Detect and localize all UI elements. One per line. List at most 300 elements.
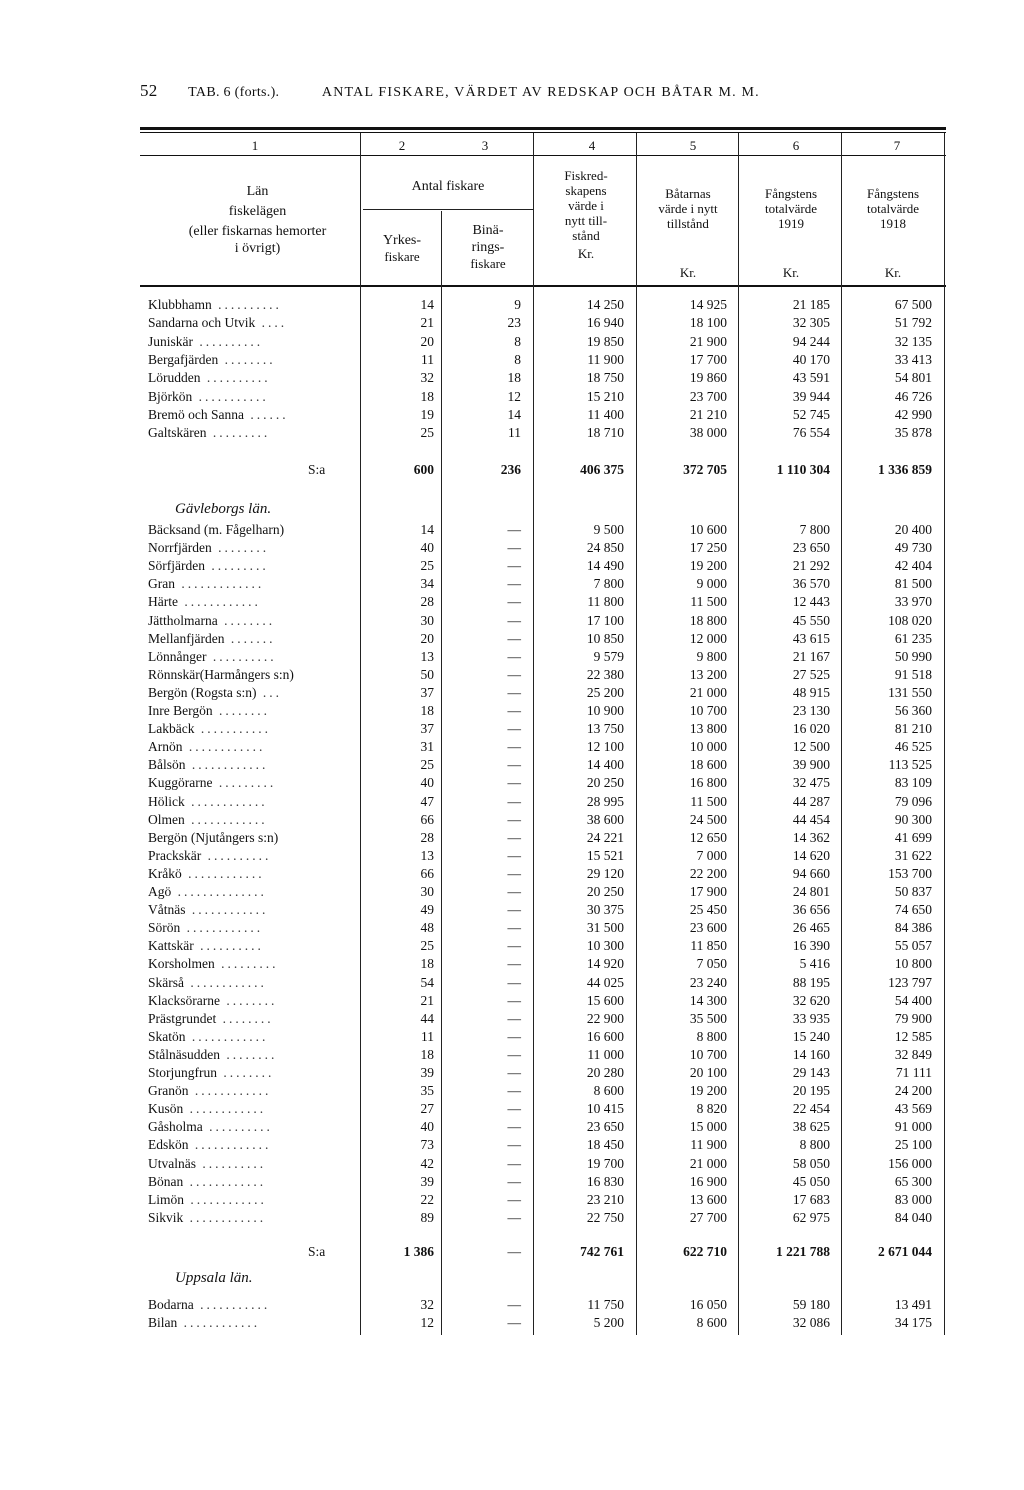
cell-c5: 9 800 xyxy=(696,648,727,664)
row-name xyxy=(148,865,265,883)
cell-c2: 37 xyxy=(420,721,434,737)
table-row xyxy=(0,738,1024,756)
cell-c3: — xyxy=(507,1173,521,1189)
row-name-text: Klubbhamn xyxy=(148,297,212,312)
leader-dots: .............. xyxy=(171,884,267,899)
leader-dots: ............ xyxy=(184,793,268,809)
cell-c4: 24 850 xyxy=(586,540,624,556)
table-row xyxy=(0,521,1024,539)
cell-c7: 32 135 xyxy=(894,333,932,349)
header-col7-unit: Kr. xyxy=(884,265,902,280)
cell-c5: 16 050 xyxy=(689,1297,727,1312)
cell-c2: 42 xyxy=(420,1155,434,1171)
cell-c4: 11 800 xyxy=(587,594,624,610)
table-row xyxy=(0,666,1024,684)
table-row xyxy=(0,1314,1024,1332)
leader-dots: ........ xyxy=(212,703,270,718)
header-col4-unit: Kr. xyxy=(577,246,595,261)
cell-c3: — xyxy=(507,684,521,700)
header-col5 xyxy=(638,186,738,280)
header-col7-line1: Fångstens xyxy=(867,186,919,201)
cell-c5: 23 700 xyxy=(689,388,727,404)
cell-c7: 71 111 xyxy=(895,1065,932,1080)
cell-c6: 48 915 xyxy=(792,684,830,700)
row-name-text: Lönnånger xyxy=(148,648,207,664)
row-name xyxy=(148,756,268,774)
row-name-text: Kusön xyxy=(148,1101,184,1117)
cell-c7: 65 300 xyxy=(894,1173,932,1189)
table-row xyxy=(0,1136,1024,1154)
cell-c7: 31 622 xyxy=(894,847,932,863)
table-row xyxy=(0,424,1024,442)
cell-c3: 11 xyxy=(508,425,521,441)
cell-c4: 16 600 xyxy=(586,1028,624,1044)
header-col3-line1: Binä- xyxy=(472,223,504,238)
row-name-text: Agö xyxy=(148,884,172,899)
cell-c5: 35 500 xyxy=(689,1010,727,1026)
cell-c7: 123 797 xyxy=(888,974,932,990)
table-row xyxy=(0,1173,1024,1191)
cell-c4: 19 850 xyxy=(586,333,624,349)
row-name xyxy=(148,314,287,332)
row-name xyxy=(148,937,264,955)
cell-c5: 23 600 xyxy=(689,920,727,936)
header-col4-line4: nytt till- xyxy=(564,213,608,228)
column-number-4: 4 xyxy=(588,138,596,153)
cell-c7: 90 300 xyxy=(894,811,932,827)
cell-c3: — xyxy=(507,775,521,791)
cell-c2: 54 xyxy=(420,974,434,990)
cell-c7: 83 000 xyxy=(894,1191,932,1207)
header-bottom-rule xyxy=(140,285,946,287)
cell-c3: 8 xyxy=(514,333,521,349)
leader-dots: ........ xyxy=(219,992,278,1008)
cell-c3: — xyxy=(507,666,521,682)
cell-c4: 14 400 xyxy=(586,757,624,773)
cell-c6: 58 050 xyxy=(792,1155,830,1171)
cell-c6: 39 944 xyxy=(792,388,830,404)
row-name-text: Gran xyxy=(148,576,175,592)
row-name xyxy=(148,702,270,720)
row-name-text: Bergafjärden xyxy=(148,351,219,367)
cell-c6: 44 287 xyxy=(792,793,830,809)
subtotal-redskap: 742 761 xyxy=(580,1244,624,1259)
cell-c3: — xyxy=(507,612,521,628)
cell-c5: 9 000 xyxy=(696,576,727,592)
row-name xyxy=(148,1118,273,1136)
subtotal-batar: 372 705 xyxy=(683,462,727,477)
column-number-2: 2 xyxy=(398,138,406,153)
cell-c5: 11 500 xyxy=(690,594,727,610)
row-name xyxy=(148,847,271,865)
cell-c5: 11 500 xyxy=(690,793,727,809)
cell-c7: 42 990 xyxy=(894,406,932,422)
cell-c3: — xyxy=(507,757,521,773)
row-name xyxy=(148,351,276,369)
cell-c5: 17 900 xyxy=(689,884,727,899)
row-name-text: Bergön (Rogsta s:n) xyxy=(148,684,257,700)
cell-c2: 50 xyxy=(420,666,434,682)
cell-c5: 19 860 xyxy=(689,370,727,386)
row-name-text: Bilan xyxy=(148,1315,178,1331)
leader-dots: ............ xyxy=(185,757,269,773)
cell-c3: 18 xyxy=(507,370,521,386)
cell-c3: — xyxy=(507,594,521,610)
leader-dots: ........ xyxy=(217,1065,275,1080)
cell-c6: 24 801 xyxy=(792,884,830,899)
cell-c2: 32 xyxy=(420,370,434,386)
subtotal-fangst-1919: 1 110 304 xyxy=(776,462,830,477)
cell-c6: 23 650 xyxy=(792,540,830,556)
table-row xyxy=(0,333,1024,351)
cell-c4: 10 300 xyxy=(586,938,624,954)
row-name-text: Lörudden xyxy=(148,370,201,386)
cell-c4: 28 995 xyxy=(586,793,624,809)
row-name-text: Bergön (Njutångers s:n) xyxy=(148,829,279,845)
table-reference: TAB. 6 (forts.). xyxy=(188,85,280,100)
cell-c5: 12 000 xyxy=(689,630,727,646)
cell-c4: 23 650 xyxy=(586,1119,624,1135)
header-col4-line3: värde i xyxy=(568,198,604,213)
leader-dots: ........ xyxy=(216,1010,274,1026)
row-name xyxy=(148,1082,271,1100)
subtotal-redskap: 406 375 xyxy=(580,462,624,477)
cell-c5: 38 000 xyxy=(689,425,727,441)
row-name xyxy=(148,992,277,1010)
cell-c5: 16 900 xyxy=(689,1173,727,1189)
table-row xyxy=(0,901,1024,919)
cell-c6: 43 591 xyxy=(792,370,830,386)
cell-c2: 47 xyxy=(420,793,434,809)
cell-c4: 8 600 xyxy=(593,1083,624,1099)
cell-c5: 21 900 xyxy=(689,333,727,349)
cell-c4: 16 830 xyxy=(586,1173,624,1189)
cell-c6: 32 086 xyxy=(792,1315,830,1331)
cell-c5: 11 850 xyxy=(690,938,727,954)
cell-c6: 22 454 xyxy=(792,1101,830,1117)
table-row xyxy=(0,557,1024,575)
cell-c7: 91 000 xyxy=(894,1119,932,1135)
cell-c4: 25 200 xyxy=(586,684,624,700)
row-name xyxy=(148,774,276,792)
cell-c6: 21 292 xyxy=(792,558,830,574)
leader-dots: ............ xyxy=(177,1315,261,1331)
cell-c2: 28 xyxy=(420,594,434,610)
cell-c6: 15 240 xyxy=(792,1028,830,1044)
cell-c2: 89 xyxy=(420,1209,434,1225)
header-col2-line1: Yrkes- xyxy=(382,233,422,248)
row-name-text: Mellanfjärden xyxy=(148,630,225,646)
row-name-text: Granön xyxy=(148,1083,189,1099)
row-name-text: Skatön xyxy=(148,1028,186,1044)
header-col6-line1: Fångstens xyxy=(765,186,817,201)
cell-c6: 16 020 xyxy=(792,721,830,737)
cell-c2: 40 xyxy=(420,1119,434,1135)
row-name xyxy=(148,883,267,901)
cell-c6: 36 656 xyxy=(792,902,830,918)
row-name xyxy=(148,1046,277,1064)
cell-c7: 43 569 xyxy=(894,1101,932,1117)
cell-c4: 24 221 xyxy=(586,829,624,845)
cell-c4: 22 380 xyxy=(586,666,624,682)
cell-c3: — xyxy=(507,1137,521,1153)
leader-dots: ............ xyxy=(177,594,261,610)
column-number-6: 6 xyxy=(792,138,800,153)
cell-c6: 52 745 xyxy=(792,406,830,422)
header-col7-line2: totalvärde xyxy=(867,201,919,216)
table-row xyxy=(0,937,1024,955)
row-name-text: Kattskär xyxy=(148,938,194,954)
cell-c4: 18 710 xyxy=(586,425,624,441)
cell-c7: 54 801 xyxy=(894,370,932,386)
cell-c3: — xyxy=(507,1065,521,1080)
cell-c7: 79 900 xyxy=(894,1010,932,1026)
cell-c6: 14 160 xyxy=(792,1046,830,1062)
row-name xyxy=(148,919,263,937)
cell-c3: — xyxy=(507,540,521,556)
cell-c4: 22 750 xyxy=(586,1209,624,1225)
table-row xyxy=(0,684,1024,702)
cell-c2: 20 xyxy=(420,630,434,646)
row-name xyxy=(148,388,269,406)
cell-c5: 13 600 xyxy=(689,1191,727,1207)
leader-dots: ......... xyxy=(212,775,277,791)
cell-c6: 32 475 xyxy=(792,775,830,791)
row-name-text: Bönan xyxy=(148,1173,184,1189)
leader-dots: ........... xyxy=(193,1297,271,1312)
header-col6-line3: 1919 xyxy=(778,216,804,231)
row-name xyxy=(148,1064,274,1082)
subtotal-fangst-1918: 1 336 859 xyxy=(878,462,932,477)
header-col2 xyxy=(363,232,441,264)
cell-c5: 25 450 xyxy=(689,902,727,918)
cell-c7: 33 970 xyxy=(894,594,932,610)
cell-c5: 20 100 xyxy=(689,1065,727,1080)
cell-c7: 32 849 xyxy=(894,1046,932,1062)
row-name-text: Bäcksand (m. Fågelharn) xyxy=(148,522,285,537)
row-name-text: Juniskär xyxy=(148,333,193,349)
cell-c4: 18 450 xyxy=(586,1137,624,1153)
cell-c4: 20 250 xyxy=(586,884,624,899)
cell-c3: — xyxy=(507,956,521,972)
cell-c3: — xyxy=(507,630,521,646)
table-row xyxy=(0,829,1024,847)
cell-c4: 31 500 xyxy=(586,920,624,936)
cell-c3: — xyxy=(507,1297,521,1312)
cell-c7: 35 878 xyxy=(894,425,932,441)
row-name xyxy=(148,666,294,684)
table-row xyxy=(0,1209,1024,1227)
section-title-gavleborg: Gävleborgs län. xyxy=(175,501,272,517)
cell-c4: 14 490 xyxy=(586,558,624,574)
cell-c2: 18 xyxy=(420,1046,434,1062)
cell-c7: 156 000 xyxy=(888,1155,932,1171)
table-row xyxy=(0,1046,1024,1064)
row-name-text: Galtskären xyxy=(148,425,207,441)
cell-c7: 153 700 xyxy=(888,865,932,881)
table-row xyxy=(0,1118,1024,1136)
table-row xyxy=(0,575,1024,593)
cell-c6: 38 625 xyxy=(792,1119,830,1135)
leader-dots: .......... xyxy=(200,370,271,386)
cell-c3: — xyxy=(507,648,521,664)
row-name xyxy=(148,793,268,811)
leader-dots: ........ xyxy=(217,612,276,628)
cell-c2: 44 xyxy=(420,1010,434,1026)
header-col5-line2: värde i nytt xyxy=(658,201,718,216)
column-number-rule xyxy=(140,155,946,156)
cell-c2: 37 xyxy=(420,684,434,700)
row-name xyxy=(148,1028,268,1046)
cell-c7: 81 210 xyxy=(894,721,932,737)
cell-c3: — xyxy=(507,865,521,881)
cell-c7: 49 730 xyxy=(894,540,932,556)
subtotal-yrkesfiskare: 600 xyxy=(413,462,434,477)
cell-c5: 17 250 xyxy=(689,540,727,556)
cell-c2: 48 xyxy=(420,920,434,936)
cell-c3: — xyxy=(507,558,521,574)
table-row xyxy=(0,883,1024,901)
cell-c7: 24 200 xyxy=(894,1083,932,1099)
cell-c3: — xyxy=(507,1028,521,1044)
header-col5-unit: Kr. xyxy=(679,265,697,280)
row-name-text: Olmen xyxy=(148,811,185,827)
row-name-text: Hölick xyxy=(148,793,185,809)
cell-c5: 13 200 xyxy=(689,666,727,682)
leader-dots: ............ xyxy=(183,1173,267,1189)
table-row xyxy=(0,1100,1024,1118)
row-name xyxy=(148,974,267,992)
cell-c6: 14 620 xyxy=(792,847,830,863)
cell-c2: 25 xyxy=(420,757,434,773)
cell-c7: 74 650 xyxy=(894,902,932,918)
cell-c5: 22 200 xyxy=(689,865,727,881)
cell-c7: 84 040 xyxy=(894,1209,932,1225)
cell-c3: 14 xyxy=(507,406,521,422)
row-name xyxy=(148,593,261,611)
cell-c5: 7 050 xyxy=(696,956,727,972)
cell-c6: 44 454 xyxy=(792,811,830,827)
cell-c2: 13 xyxy=(420,648,434,664)
cell-c6: 88 195 xyxy=(792,974,830,990)
cell-c2: 21 xyxy=(420,315,434,331)
leader-dots: .......... xyxy=(201,847,272,863)
header-col4-line5: stånd xyxy=(572,228,600,243)
cell-c6: 36 570 xyxy=(792,576,830,592)
subtotal-binaringsfiskare: — xyxy=(507,1244,521,1259)
cell-c4: 14 920 xyxy=(586,956,624,972)
cell-c3: — xyxy=(507,739,521,755)
leader-dots: ............ xyxy=(181,865,265,881)
cell-c3: — xyxy=(507,1209,521,1225)
row-name xyxy=(148,1314,260,1332)
cell-c6: 12 443 xyxy=(792,594,830,610)
row-name xyxy=(148,720,271,738)
cell-c7: 81 500 xyxy=(894,576,932,592)
cell-c2: 19 xyxy=(420,406,434,422)
row-name-text: Klacksörarne xyxy=(148,992,220,1008)
header-antal-underline xyxy=(363,209,533,210)
row-name xyxy=(148,1136,271,1154)
row-name-text: Bremö och Sanna xyxy=(148,406,244,422)
cell-c2: 30 xyxy=(420,884,434,899)
table-row xyxy=(0,702,1024,720)
table-row xyxy=(0,774,1024,792)
table-row xyxy=(0,539,1024,557)
cell-c6: 26 465 xyxy=(792,920,830,936)
cell-c3: — xyxy=(507,902,521,918)
cell-c4: 15 600 xyxy=(586,992,624,1008)
cell-c6: 21 167 xyxy=(792,648,830,664)
cell-c2: 32 xyxy=(420,1297,434,1312)
cell-c7: 84 386 xyxy=(894,920,932,936)
cell-c6: 32 305 xyxy=(792,315,830,331)
cell-c4: 12 100 xyxy=(586,739,624,755)
cell-c6: 21 185 xyxy=(792,297,830,312)
table-row xyxy=(0,1064,1024,1082)
table-row xyxy=(0,1296,1024,1314)
leader-dots: ........ xyxy=(218,351,276,367)
cell-c2: 25 xyxy=(420,425,434,441)
cell-c6: 5 416 xyxy=(799,956,830,972)
cell-c6: 20 195 xyxy=(792,1083,830,1099)
cell-c6: 12 500 xyxy=(792,739,830,755)
row-name-text: Stålnäsudden xyxy=(148,1046,220,1062)
cell-c3: — xyxy=(507,938,521,954)
cell-c2: 40 xyxy=(420,540,434,556)
column-number-1: 1 xyxy=(251,138,259,153)
cell-c2: 11 xyxy=(421,1028,434,1044)
cell-c3: — xyxy=(507,793,521,809)
leader-dots: ........ xyxy=(211,540,270,556)
row-name-text: Limön xyxy=(148,1191,184,1207)
cell-c7: 113 525 xyxy=(888,757,932,773)
cell-c5: 24 500 xyxy=(689,811,727,827)
header-col1-line4: i övrigt) xyxy=(234,241,281,256)
cell-c2: 18 xyxy=(420,703,434,718)
leader-dots: ....... xyxy=(224,630,276,646)
cell-c3: 8 xyxy=(514,351,521,367)
table-row xyxy=(0,720,1024,738)
cell-c4: 20 250 xyxy=(586,775,624,791)
row-name-text: Lakbäck xyxy=(148,721,195,737)
header-col3 xyxy=(443,222,533,271)
header-col4-line1: Fiskred- xyxy=(564,168,608,183)
leader-dots: ............ xyxy=(184,974,267,990)
cell-c2: 73 xyxy=(420,1137,434,1153)
leader-dots: ............ xyxy=(185,1028,269,1044)
cell-c7: 79 096 xyxy=(894,793,932,809)
row-name xyxy=(148,829,278,847)
leader-dots: .......... xyxy=(196,1155,267,1171)
cell-c3: — xyxy=(507,703,521,718)
leader-dots: .......... xyxy=(202,1119,273,1135)
cell-c2: 18 xyxy=(420,956,434,972)
cell-c7: 50 837 xyxy=(894,884,932,899)
cell-c5: 10 700 xyxy=(689,703,727,718)
table-row xyxy=(0,847,1024,865)
row-name xyxy=(148,738,265,756)
cell-c4: 10 415 xyxy=(586,1101,624,1117)
row-name-text: Inre Bergön xyxy=(148,703,213,718)
subtotal-fangst-1918: 2 671 044 xyxy=(878,1244,932,1259)
cell-c7: 61 235 xyxy=(894,630,932,646)
cell-c6: 94 244 xyxy=(792,333,830,349)
row-name-text: Skärså xyxy=(148,974,184,990)
table-row xyxy=(0,1010,1024,1028)
header-col3-line2: rings- xyxy=(471,240,505,255)
leader-dots: ......... xyxy=(214,956,279,972)
